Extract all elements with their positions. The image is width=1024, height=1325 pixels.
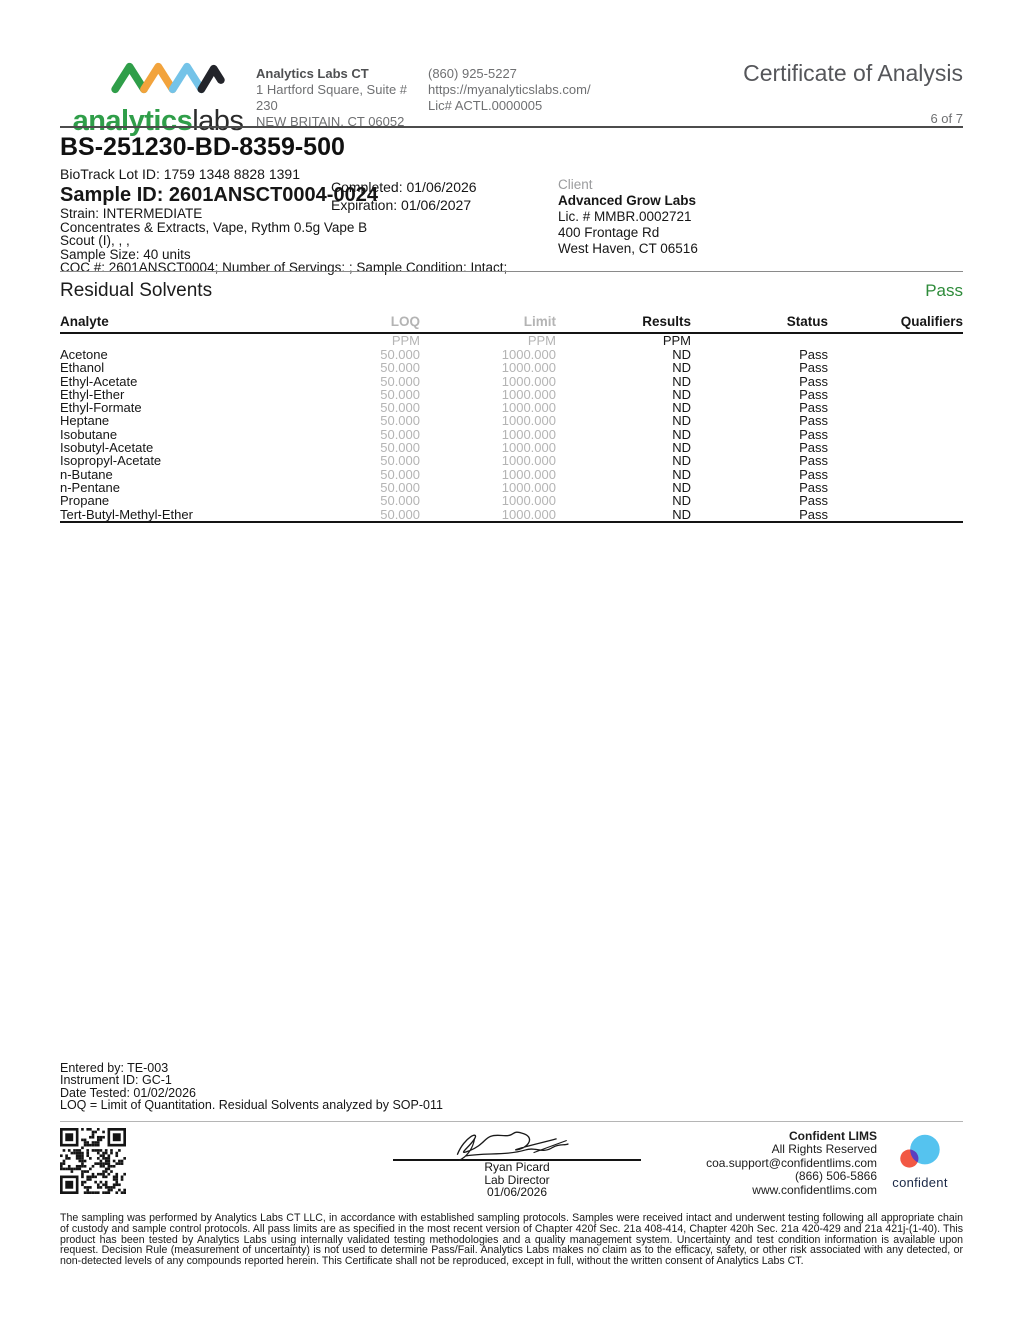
lab-phone: (860) 925-5227 [428,66,517,81]
page-number: 6 of 7 [930,111,963,126]
results-units: PPM [662,333,691,348]
logo-wordmark-secondary: labs [192,105,244,137]
lims-phone: (866) 506-5866 [794,1169,877,1184]
logo-wordmark-primary: analytics [72,105,193,137]
analyte-name: Ethyl-Formate [60,400,142,416]
limit-value: 1000.000 [501,360,556,376]
solvent-rows [60,333,963,521]
table-row [60,494,963,507]
result-value: ND [672,479,691,495]
title-block [743,50,963,134]
lab-license: Lic# ACTL.0000005 [428,98,543,113]
column-header-results: Results [556,314,691,333]
loq-value: 50.000 [380,493,420,509]
qualifier-value [828,348,963,361]
analyte-name: Isopropyl-Acetate [60,453,162,469]
footer-divider [60,1121,963,1122]
client-license: Lic. # MMBR.0002721 [558,209,692,224]
table-row [60,361,963,374]
status-value: Pass [799,453,828,469]
results-table [60,314,963,523]
header [60,50,963,137]
result-value: ND [672,453,691,469]
analyte-name: Isobutyl-Acetate [60,440,154,456]
status-value: Pass [799,360,828,376]
loq-value: 50.000 [380,466,420,482]
limit-value: 1000.000 [501,479,556,495]
client-label: Client [558,177,593,192]
qualifier-value [828,468,963,481]
column-header-qualifiers: Qualifiers [828,314,963,333]
status-value: Pass [799,426,828,442]
qualifier-value [828,361,963,374]
client-name: Advanced Grow Labs [558,193,697,208]
analyte-name: Acetone [60,347,108,362]
limit-value: 1000.000 [501,493,556,509]
logo-wordmark [72,105,244,137]
sample-id: Sample ID: 2601ANSCT0004-0024 [60,184,378,206]
signature-date: 01/06/2026 [486,1185,548,1199]
analyte-name: Ethyl-Acetate [60,373,138,389]
lab-logo [60,50,256,137]
footnotes [60,1062,963,1112]
analyte-name: Heptane [60,413,110,429]
loq-value: 50.000 [380,453,420,469]
status-value: Pass [799,386,828,402]
status-value: Pass [799,400,828,416]
section-status-pass: Pass [925,281,963,300]
analyte-name: Propane [60,493,110,509]
lims-website: www.confidentlims.com [752,1182,877,1197]
result-value: ND [672,506,691,522]
analyte-name: Tert-Butyl-Methyl-Ether [60,506,193,522]
confident-logo [889,1130,951,1190]
date-tested: Date Tested: 01/02/2026 [60,1085,196,1100]
sample-strain: Strain: INTERMEDIATE [60,206,203,221]
analyte-name: Ethanol [60,360,105,376]
client-block [558,177,698,257]
header-divider [60,126,963,128]
instrument-id: Instrument ID: GC-1 [60,1073,172,1088]
qualifier-value [828,481,963,494]
qualifier-value [828,454,963,467]
sample-size: Sample Size: 40 units [60,246,191,262]
section-header [60,280,963,302]
lab-website: https://myanalyticslabs.com/ [428,82,591,97]
client-address-line2: West Haven, CT 06516 [558,241,698,256]
table-row [60,441,963,454]
result-value: ND [672,466,691,482]
lab-address-block [256,50,428,134]
units-row [60,333,963,348]
loq-value: 50.000 [380,413,420,429]
result-value: ND [672,373,691,389]
table-row [60,401,963,414]
table-header-row [60,314,963,333]
column-header-loq: LOQ [290,314,420,333]
qualifier-value [828,401,963,414]
sample-coc: COC #: 2601ANSCT0004; Number of Servings: ; Sample Condition: Intact; [60,260,508,275]
lims-contact [706,1130,877,1197]
analyte-name: n-Butane [60,466,113,482]
limit-value: 1000.000 [501,347,556,362]
status-value: Pass [799,440,828,456]
batch-id: BS-251230-BD-8359-500 [60,133,345,161]
result-value: ND [672,386,691,402]
limit-value: 1000.000 [501,373,556,389]
limit-value: 1000.000 [501,506,556,522]
result-value: ND [672,493,691,509]
legal-disclaimer: The sampling was performed by Analytics Labs CT LLC, in accordance with established sampling protocols. Samples were received intact and underwent testing following all appropriate chain of custody and sample control protocols. All pass limits are as specified in the most recent version of Chapter 420f Sec. 21a 408-414, Chapter 420h Sec. 21a 420-429 and 21a 421j-(1-40). This product has been tested by Analytics Labs using internally validated testing methodologies and a quality management system. Uncertainty and test condition information is available upon request. Decision Rule (measurement of uncertainty) is not used to determine Pass/Fail. Analytics Labs makes no claim as to the efficacy, safety, or other risk associated with any detected, or non-detected levels of any compounds reported herein. This Certificate shall not be reproduced, except in full, without the written consent of Analytics Labs CT. [60,1212,963,1268]
lab-address-line1: 1 Hartford Square, Suite # 230 [256,82,408,113]
sample-details [60,184,963,275]
analyte-name: n-Pentane [60,479,120,495]
table-row [60,454,963,467]
lims-block [706,1130,951,1197]
result-value: ND [672,413,691,429]
table-row [60,508,963,521]
result-value: ND [672,360,691,376]
qualifier-value [828,508,963,521]
section-divider [60,271,963,272]
limit-value: 1000.000 [501,453,556,469]
status-value: Pass [799,373,828,389]
lab-address-line2: NEW BRITAIN, CT 06052 [256,114,405,129]
table-row [60,428,963,441]
qualifier-value [828,441,963,454]
loq-note: LOQ = Limit of Quantitation. Residual Solvents analyzed by SOP-011 [60,1098,443,1113]
footer [60,1127,963,1202]
table-row [60,348,963,361]
loq-value: 50.000 [380,360,420,376]
qualifier-value [828,428,963,441]
result-value: ND [672,347,691,362]
document-title: Certificate of Analysis [743,60,963,86]
lims-name: Confident LIMS [789,1129,877,1143]
entered-by: Entered by: TE-003 [60,1061,169,1075]
section-title: Residual Solvents [60,280,213,301]
result-value: ND [672,400,691,416]
limit-value: 1000.000 [501,413,556,429]
sample-section [60,133,963,275]
column-header-analyte: Analyte [60,314,290,333]
loq-value: 50.000 [380,347,420,362]
loq-value: 50.000 [380,426,420,442]
status-value: Pass [799,506,828,522]
loq-value: 50.000 [380,479,420,495]
status-value: Pass [799,413,828,429]
loq-value: 50.000 [380,440,420,456]
biotrack-lot-id: BioTrack Lot ID: 1759 1348 8828 1391 [60,166,300,182]
lims-email: coa.support@confidentlims.com [706,1155,877,1170]
confident-logo-icon [897,1130,943,1174]
qr-code-svg [60,1128,126,1194]
signatory-name: Ryan Picard [484,1160,550,1174]
limit-value: 1000.000 [501,466,556,482]
qualifier-value [828,414,963,427]
loq-value: 50.000 [380,400,420,416]
expiration-date: Expiration: 01/06/2027 [331,197,472,213]
status-value: Pass [799,479,828,495]
sample-dates [331,178,477,214]
sample-matrix: Concentrates & Extracts, Vape, Rythm 0.5g Vape B [60,219,368,235]
table-row [60,388,963,401]
analyte-name: Isobutane [60,426,118,442]
qr-code [60,1128,126,1194]
completed-date: Completed: 01/06/2026 [331,179,477,195]
table-row [60,375,963,388]
sample-product: Scout (I), , , [60,233,130,248]
client-address-line1: 400 Frontage Rd [558,225,660,240]
signature-block [393,1127,641,1199]
loq-value: 50.000 [380,506,420,522]
lims-rights: All Rights Reserved [771,1142,877,1157]
result-value: ND [672,426,691,442]
qualifier-value [828,388,963,401]
loq-units: PPM [391,333,420,348]
loq-value: 50.000 [380,373,420,389]
limit-value: 1000.000 [501,440,556,456]
signatory-title: Lab Director [484,1172,550,1187]
limit-value: 1000.000 [501,386,556,402]
table-row [60,414,963,427]
qualifier-value [828,375,963,388]
limit-units: PPM [527,333,556,348]
table-row [60,481,963,494]
analytics-labs-logo-icon [108,50,226,108]
status-value: Pass [799,466,828,482]
table-row [60,468,963,481]
analyte-name: Ethyl-Ether [60,386,125,402]
status-value: Pass [799,347,828,362]
limit-value: 1000.000 [501,426,556,442]
lab-name: Analytics Labs CT [256,66,369,81]
limit-value: 1000.000 [501,400,556,416]
confident-brand-text: confident [892,1175,948,1190]
status-value: Pass [799,493,828,509]
column-header-status: Status [691,314,828,333]
qualifier-value [828,494,963,507]
column-header-limit: Limit [420,314,556,333]
result-value: ND [672,440,691,456]
loq-value: 50.000 [380,386,420,402]
lab-contact-block [428,50,591,134]
signature-icon [417,1127,617,1161]
